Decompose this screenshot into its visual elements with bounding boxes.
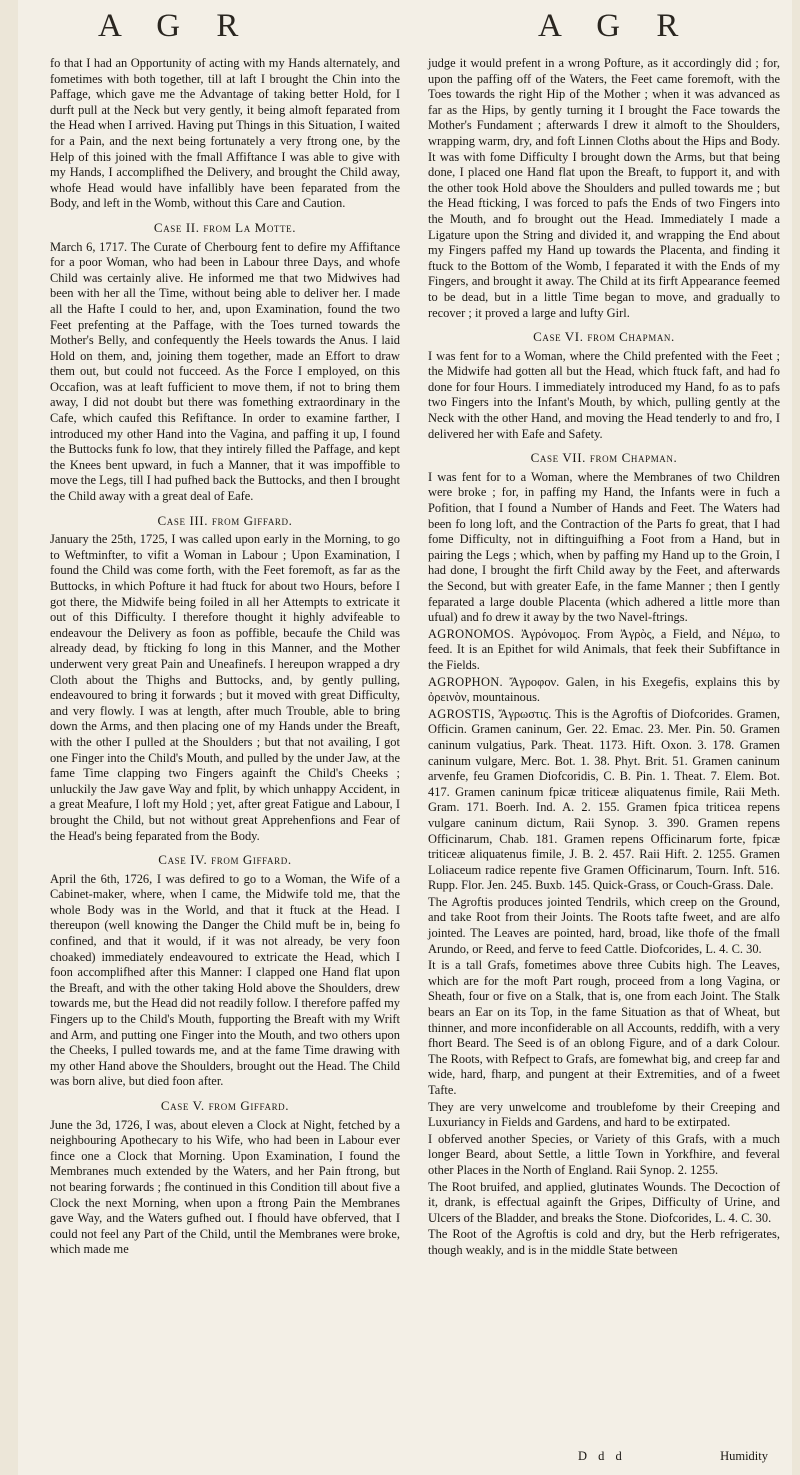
right-column xyxy=(428,56,780,1260)
book-page xyxy=(18,0,792,1475)
paragraph: I obferved another Species, or Variety of this Grafs, with a much longer Beard, about Settle, a little Town in Yorkfhire, and feveral other Places in the North of England. Raii Synop. 2. 1255. xyxy=(428,1131,780,1177)
case-heading: Case II. from La Motte. xyxy=(153,219,297,235)
signature-mark: D d d xyxy=(578,1449,626,1463)
case-heading: Case IV. from Giffard. xyxy=(158,852,292,868)
running-head-left: A G R xyxy=(98,8,253,44)
paragraph: I was fent for to a Woman, where the Membranes of two Children were broke ; for, in paffing my Hand, the Infants were in fuch a Pofition, that I found a Number of Hands and Feet. The Waters had been fo long loft, and the Contraction of the Parts fo great, that I had fome Difficulty, not in diftinguifhing a Foot from a Hand, but in pairing the Legs ; which, when by paffing my Hand up to the Groin, I had done, I brought the firft Child away by the Feet, and afterwards the Second, but with greater Eafe, in the fame Manner ; then I gently feparated a large double Placenta (which adhered a little more than ufual) and fo drew it away by the two Navel-ftrings. xyxy=(428,469,780,625)
paragraph: fo that I had an Opportunity of acting with my Hands alternately, and fometimes with both together, till at laft I brought the Chin into the Paffage, which gave me the Advantage of taking better Hold, for I durft pull at the Neck but very gently, it being almoft feparated from the Head when I arrived. Having put Things in this Situation, I waited for a Pain, and the next being fortunately a very ftrong one, by the Help of this joined with the fmall Affiftance I was able to give with my Hands, I accomplifhed the Delivery, and brought the Child away, whofe Head would have infallibly have been feparated from the Body, and left in the Womb, without this Care and Caution. xyxy=(50,56,400,211)
case-heading: Case VI. from Chapman. xyxy=(533,329,675,345)
left-column xyxy=(50,56,400,1259)
entry-body: Ἄγροφον. Galen, in his Exegefis, explains this by ὀρεινὸν, mountainous. xyxy=(428,674,780,705)
entry-headword: AGRONOMOS. xyxy=(428,626,515,641)
case-heading: Case III. from Giffard. xyxy=(157,512,293,528)
entry-headword: AGROPHON. xyxy=(428,674,503,689)
catchword: Humidity xyxy=(720,1449,768,1463)
paragraph: It is a tall Grafs, fometimes above three Cubits high. The Leaves, which are for the moft Part rough, proceed from a long Vagina, or Sheath, four or five on a Stalk, that is, one from each Joint. The Stalk bears an Ear on its Top, in the fame Situation as that of Wheat, but thinner, and more inconfiderable on all Accounts, reddifh, with a very fhort Beard. The Seed is of an oblong Figure, and of a dark Colour. The Roots, with Refpect to Grafs, are fomewhat big, and creep far and wide, hard, fharp, and pungent at their Extremities, and of a fweet Tafte. xyxy=(428,958,780,1097)
paragraph: The Root bruifed, and applied, glutinates Wounds. The Decoction of it, drank, is effectual againft the Gripes, Difficulty of Urine, and Ulcers of the Bladder, and breaks the Stone. Diofcorides, L. 4. C. 30. xyxy=(428,1179,780,1225)
case-heading: Case V. from Giffard. xyxy=(160,1098,290,1113)
paragraph: judge it would prefent in a wrong Pofture, as it accordingly did ; for, upon the paffing off of the Waters, the Feet came foremoft, with the Toes towards the right Hip of the Mother ; when it was advanced as far as the Hips, by gently turning it I brought the Face towards the Mother's Fundament ; afterwards I drew it almoft to the Shoulders, wrapping warm, dry, and foft Linnen Cloths about the Hips and Body. It was with fome Difficulty I brought down the Arms, but that being done, I placed one Hand flat upon the Breaft, to fupport it, and with the other took Hold above the Shoulders and pulled towards me ; but the Head fticking, I was forced to pafs the Ends of two Fingers into the Mouth, and fo brought out the Head. Immediately I made a Ligature upon the String and divided it, and wrapping the End about my Fingers paffed my Hand up towards the Placenta, and finding it ftuck to the Bottom of the Womb, I feparated it with the Ends of my Fingers, and brought it away. The Child at its firft Appearance feemed to be dead, but in a little Time began to move, and gradually to recover ; it proved a large and lufty Girl. xyxy=(428,56,780,320)
paragraph: The Agroftis produces jointed Tendrils, which creep on the Ground, and take Root from their Joints. The Roots tafte fweet, and are alfo jointed. The Leaves are pointed, hard, broad, like thofe of the fmall Arundo, or Reed, and ferve to feed Cattle. Diofcorides, L. 4. C. 30. xyxy=(428,894,780,956)
entry-body: Ἀγρόνομος. From Ἀγρὸς, a Field, and Νέμω, to feed. It is an Epithet for wild Animals, that feek their Subfiftance in the Fields. xyxy=(428,626,781,672)
paragraph: They are very unwelcome and troublefome by their Creeping and Luxuriancy in Fields and Gardens, and hard to be extirpated. xyxy=(428,1099,780,1130)
paragraph: April the 6th, 1726, I was defired to go to a Woman, the Wife of a Cabinet-maker, where, when I came, the Midwife told me, that the whole Body was in the World, and that it ftuck at the Head. I thereupon (well knowing the Danger the Child muft be in, being fo confined, and that it would, if it was not already, be very foon choaked) immediately endeavoured to extricate the Head, which I foon accomplifhed after this Manner: I clapped one Hand flat upon the Breaft, and with the other taking Hold above the Shoulders, drew towards me, but the Head did not readily follow. I therefore paffed my Fingers up to the Child's Mouth, fupporting the Breaft with my Wrift and Arm, and putting one Finger into the Mouth, and two others upon the Cheeks, I pulled towards me, and at the fame Time drawing with my other Hand above the Shoulders, brought out the Head. The Child was born alive, but died foon after. xyxy=(50,871,400,1089)
page-footer xyxy=(428,1449,780,1470)
entry-headword: AGROSTIS, xyxy=(428,706,495,721)
paragraph: June the 3d, 1726, I was, about eleven a Clock at Night, fetched by a neighbouring Apothecary to his Wife, who had been in Labour ever fince one a Clock that Morning. Upon Examination, I found the Membranes much extended by the Waters, and her Pain ftrong, but not bearing forwards ; fhe continued in this Condition till about five a Clock the next Morning, when upon a ftrong Pain the Membranes gave Way, and the Waters gufhed out. I fhould have obferved, that I could not feel any Part of the Child, until the Membranes were broke, which made me xyxy=(50,1117,400,1257)
dictionary-entry xyxy=(428,707,780,894)
paragraph: I was fent for to a Woman, where the Child prefented with the Feet ; the Midwife had gotten all but the Head, which ftuck faft, and had fo done for four Hours. I immediately introduced my Hand, fo as to pafs two Fingers into the Infant's Mouth, by which, pulling gently at the Neck with the other Hand, and moving the Head tenderly to and fro, I delivered her with Eafe and Safety. xyxy=(428,348,780,441)
paragraph: January the 25th, 1725, I was called upon early in the Morning, to go to Weftminfter, to vifit a Woman in Labour ; Upon Examination, I found the Child was come forth, with the Feet foremoft, as far as the Buttocks, in which Pofture it had ftuck for about two Hours, before I got there, the Midwife being foiled in all her Attempts to extricate it out of this Difficulty. I therefore thought it highly advifeable to endeavour the Delivery as foon as poffible, becaufe the Child was already dead, by fticking fo long in this Manner, and the Mother underwent very great Pain and Uneafinefs. I hereupon wrapped a dry Cloth about the Thighs and Buttocks, and, by gently pulling, endeavoured to bring it forwards ; but it moved with great Difficulty, and very flowly. I was at length, after much Trouble, able to bring down the Arms, and then placing one of my Hands under the Breaft, with the other I pulled at the Shoulders ; but that not availing, I got one Finger into the Child's Mouth, and pulled by the under Jaw, at the fame Time clapping two Fingers againft the Child's Cheeks ; unluckily the Jaw gave Way and fplit, by which unhappy Accident, in a great Meafure, I loft my Hold ; yet, after great Fatigue and Labour, I brought the Child, but not without great Apprehenfions and Fear of the Head's being feparated from the Body. xyxy=(50,532,400,843)
paragraph: The Root of the Agroftis is cold and dry, but the Herb refrigerates, though weakly, and is in the middle State between xyxy=(428,1227,780,1257)
running-head-right: A G R xyxy=(538,8,693,44)
dictionary-entry xyxy=(428,627,780,674)
dictionary-entry xyxy=(428,675,780,706)
entry-body: Ἄγρωστις. This is the Agroftis of Diofcorides. Gramen, Officin. Gramen caninum, Ger. 22. Emac. 23. Mer. Pin. 50. Gramen caninum vulgatius, Park. Theat. 1173. Hift. Oxon. 3. 178. Gramen caninum vulgare, Merc. Bot. 1. 38. Phyt. Brit. 51. Gramen caninum arvenfe, feu Gramen Diofcoridis, C. B. Pin. 1. Theat. 7. Elem. Bot. 417. Gramen caninum fpicæ triticeæ aliquatenus fimile, Raii Meth. Gram. 171. Boerh. Ind. A. 2. 155. Gramen fpica triticea repens vulgare caninum dictum, Raii Synop. 3. 390. Gramen repens Officinarum, Chab. 181. Gramen repens Officinarum forte, fpicæ triticeæ aliquatenus fimile, J. B. 2. 457. Raii Hift. 2. 1255. Gramen Loliaceum radice repente five Gramen Officinarum, Tourn. Inft. 516. Rupp. Flor. Jen. 245. Buxb. 145. Quick-Grass, or Couch-Grass. Dale. xyxy=(428,706,781,893)
case-heading: Case VII. from Chapman. xyxy=(530,450,678,466)
paragraph: March 6, 1717. The Curate of Cherbourg fent to defire my Affiftance for a poor Woman, who had been in Labour three Days, and whofe Child was certainly alive. He informed me that two Midwives had been with her all the Time, without being able to deliver her. I made all the Hafte I could to her, and, upon Examination, found the two Feet prefenting at the Paffage, with the Toes turned towards the Mother's Belly, and confequently the Heels towards the Anus. I laid Hold on them, and, joining them together, made an Effort to draw them out, but could not fucceed. As the Force I employed, on this Occafion, was at leaft fufficient to move them, if not to bring them away, I did not doubt but there was fomething extraordinary in the Cafe, which caufed this Refiftance. In order to examine farther, I introduced my other Hand into the Vagina, and paffing it up, I found the Buttocks funk fo low, that they intirely filled the Paffage, and kept the Knees bent upward, in fuch a Manner, that it was impoffible to move the Legs, till I had pufhed back the Buttocks, and then I brought the Child away with a great deal of Eafe. xyxy=(50,239,400,504)
